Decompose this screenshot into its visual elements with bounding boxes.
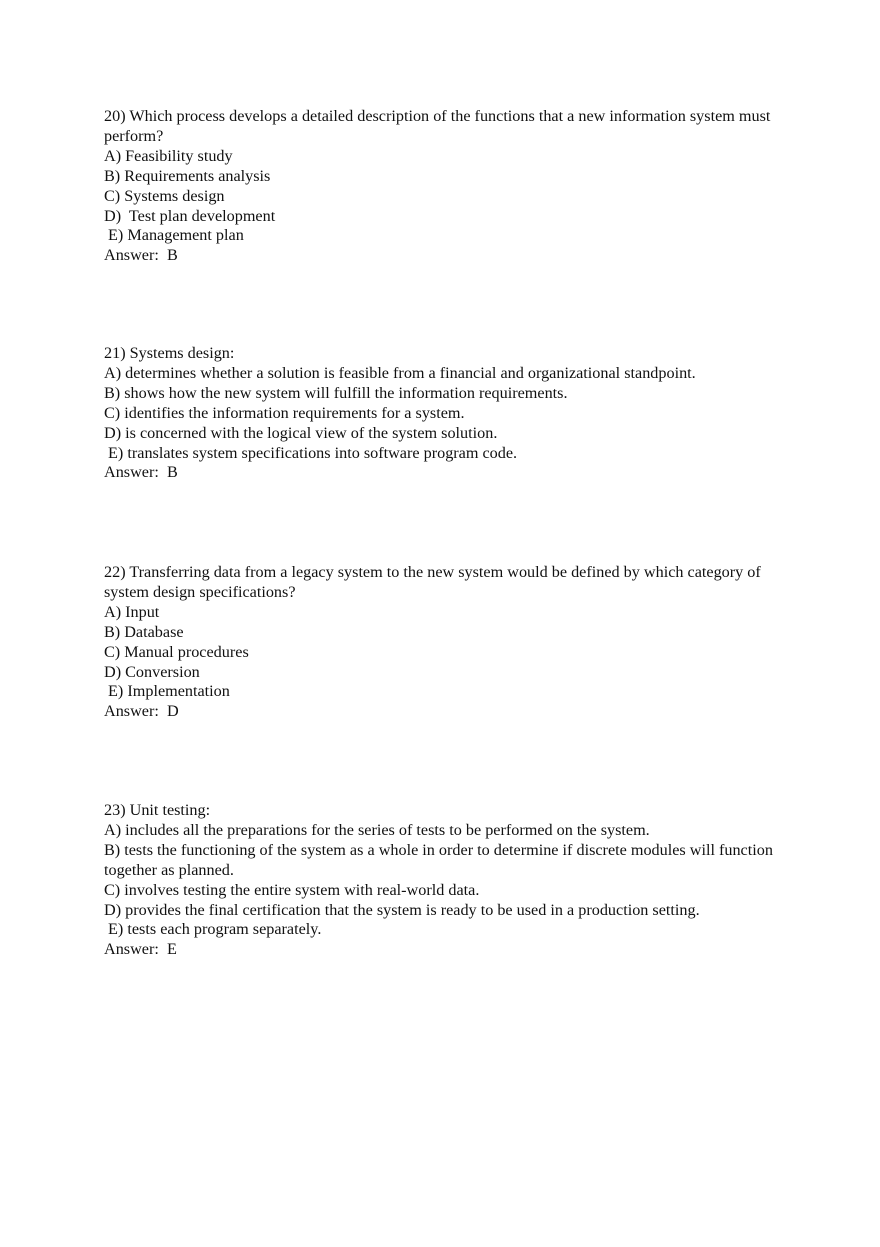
- question-22: [104, 563, 794, 722]
- question-21: [104, 344, 794, 483]
- option-b: B) tests the functioning of the system as a whole in order to determine if discrete modules will function together as planned.: [104, 840, 773, 879]
- option-e: E) Implementation: [104, 682, 230, 701]
- option-c: C) identifies the information requirements for a system.: [104, 403, 465, 422]
- option-c: C) Systems design: [104, 186, 225, 205]
- option-d: D) provides the final certification that the system is ready to be used in a production setting.: [104, 900, 700, 919]
- question-23: [104, 801, 794, 960]
- answer-line: Answer: E: [104, 940, 177, 959]
- answer-line: Answer: B: [104, 463, 178, 482]
- answer-line: Answer: B: [104, 246, 178, 265]
- option-e: E) translates system specifications into software program code.: [104, 443, 518, 462]
- option-c: C) Manual procedures: [104, 642, 249, 661]
- question-stem: 22) Transferring data from a legacy system to the new system would be defined by which category of system design specifications?: [104, 563, 761, 601]
- option-b: B) Requirements analysis: [104, 166, 271, 185]
- question-stem: 23) Unit testing:: [104, 801, 211, 819]
- option-e: E) tests each program separately.: [104, 920, 322, 939]
- answer-line: Answer: D: [104, 702, 179, 721]
- question-stem: 20) Which process develops a detailed description of the functions that a new information system must perform?: [104, 107, 771, 145]
- option-a: A) determines whether a solution is feasible from a financial and organizational standpoint.: [104, 363, 696, 382]
- option-b: B) shows how the new system will fulfill the information requirements.: [104, 383, 568, 402]
- option-d: D) Conversion: [104, 662, 200, 681]
- option-b: B) Database: [104, 622, 184, 641]
- option-c: C) involves testing the entire system with real-world data.: [104, 880, 480, 899]
- option-d: D) is concerned with the logical view of the system solution.: [104, 423, 498, 442]
- question-stem: 21) Systems design:: [104, 344, 235, 362]
- option-a: A) includes all the preparations for the series of tests to be performed on the system.: [104, 820, 650, 839]
- option-e: E) Management plan: [104, 226, 244, 245]
- question-20: [104, 107, 794, 266]
- option-d: D) Test plan development: [104, 206, 276, 225]
- option-a: A) Feasibility study: [104, 146, 233, 165]
- option-a: A) Input: [104, 602, 160, 621]
